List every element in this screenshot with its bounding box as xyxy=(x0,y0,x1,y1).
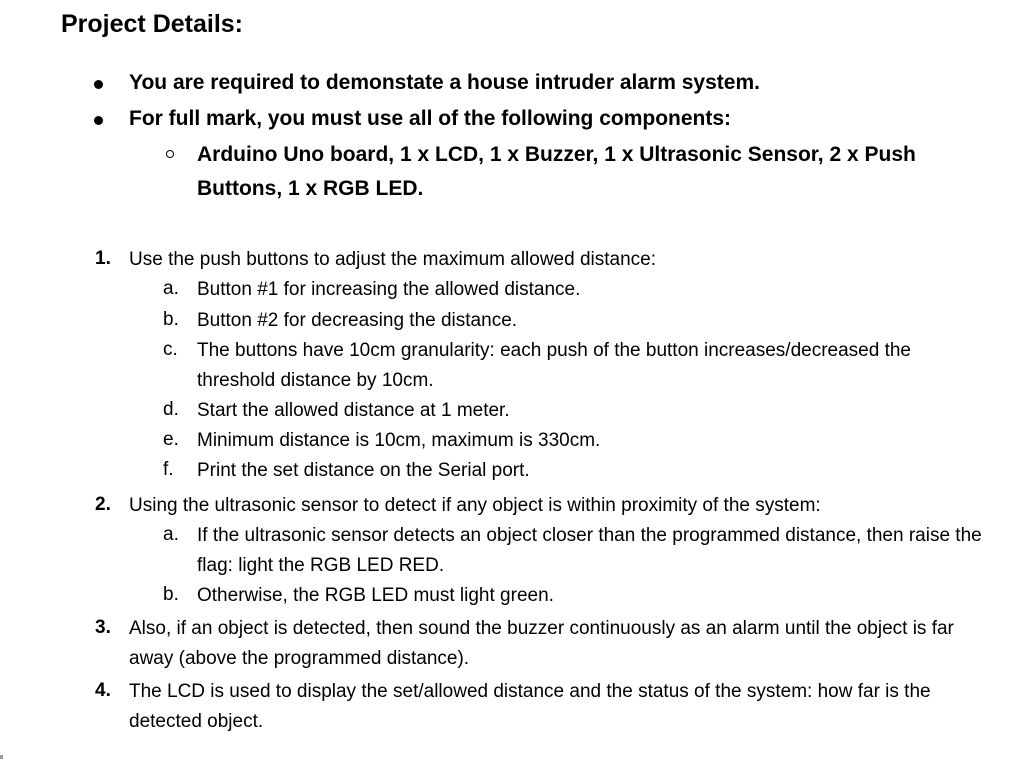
sub-letter: f. xyxy=(163,459,174,480)
item-text: Using the ultrasonic sensor to detect if any object is within proximity of the system: xyxy=(129,495,821,516)
hollow-circle-icon xyxy=(166,150,174,158)
bullet-text: For full mark, you must use all of the following components: xyxy=(129,107,732,130)
item-number: 3. xyxy=(95,617,111,638)
bullet-text: You are required to demonstate a house intruder alarm system. xyxy=(129,71,760,94)
sub-text: Button #2 for decreasing the distance. xyxy=(197,310,518,331)
components-text: Arduino Uno board, 1 x LCD, 1 x Buzzer, 1 x Ultrasonic Sensor, 2 x Push Buttons, 1 x RGB LED. xyxy=(197,143,916,200)
sub-text: Minimum distance is 10cm, maximum is 330cm. xyxy=(197,430,601,451)
sub-text: Button #1 for increasing the allowed distance. xyxy=(197,279,581,300)
sub-text: Start the allowed distance at 1 meter. xyxy=(197,400,510,421)
sub-text: Otherwise, the RGB LED must light green. xyxy=(197,585,554,606)
sub-text: The buttons have 10cm granularity: each push of the button increases/decreased the threshold distance by 10cm. xyxy=(197,340,912,391)
sub-letter: b. xyxy=(163,309,179,330)
item-text: Also, if an object is detected, then sound the buzzer continuously as an alarm until the object is far away (above the programmed distance). xyxy=(129,618,954,669)
sub-letter: e. xyxy=(163,429,179,450)
components-subbullet xyxy=(197,138,997,206)
sub-letter: b. xyxy=(163,584,179,605)
page-edge-mark xyxy=(0,755,3,759)
page-title: Project Details: xyxy=(61,10,244,38)
item-text: The LCD is used to display the set/allowed distance and the status of the system: how far is the detected object. xyxy=(129,681,931,732)
item-text: Use the push buttons to adjust the maximum allowed distance: xyxy=(129,249,657,270)
sub-letter: c. xyxy=(163,339,178,360)
sub-letter: a. xyxy=(163,524,179,545)
item-number: 1. xyxy=(95,248,111,269)
bullet-item xyxy=(129,71,760,95)
bullet-item xyxy=(129,107,731,131)
sub-text: Print the set distance on the Serial port. xyxy=(197,460,530,481)
sub-letter: a. xyxy=(163,278,179,299)
bullet-dot-icon xyxy=(94,80,103,89)
item-number: 2. xyxy=(95,494,111,515)
sub-letter: d. xyxy=(163,399,179,420)
bullet-dot-icon xyxy=(94,116,103,125)
item-number: 4. xyxy=(95,680,111,701)
sub-text: If the ultrasonic sensor detects an object closer than the programmed distance, then raise the flag: light the RGB LED RED. xyxy=(197,525,982,576)
